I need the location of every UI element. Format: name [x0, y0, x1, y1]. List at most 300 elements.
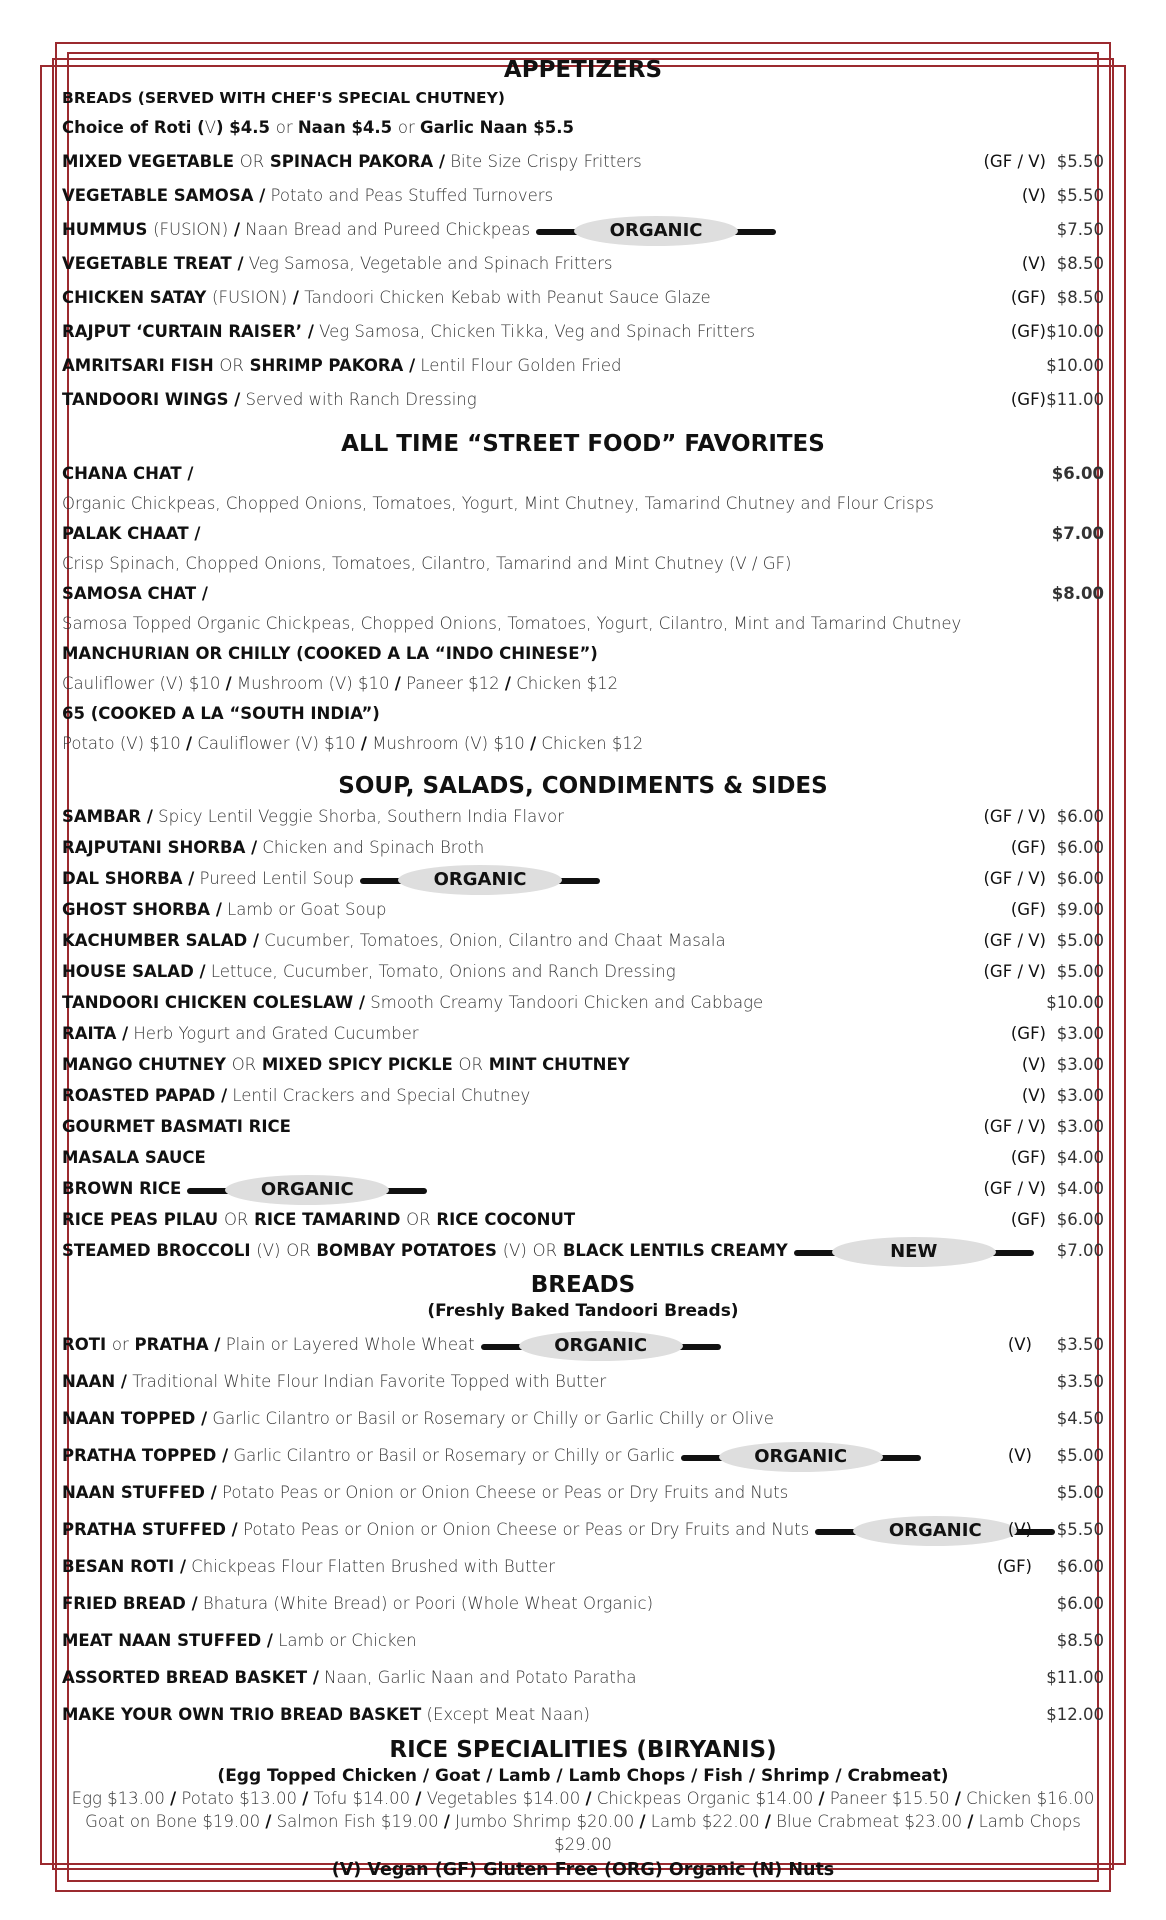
item-description: Lentil Crackers and Special Chutney	[232, 1086, 531, 1105]
word: /	[818, 1789, 825, 1808]
item-name	[62, 390, 240, 409]
price-text: $14.00	[522, 1789, 581, 1808]
word: Salmon	[276, 1812, 339, 1831]
roti-choice-line	[62, 111, 1104, 145]
word: /	[443, 1812, 450, 1831]
word: (FUSION)	[153, 220, 229, 239]
biryani-prices-line-2	[62, 1810, 1104, 1856]
appetizer-item	[62, 145, 1104, 179]
price-text: $12	[468, 674, 500, 693]
word: /	[253, 931, 260, 950]
word: SHORBA	[132, 900, 211, 919]
soup-item	[62, 832, 1104, 863]
badge-label: ORGANIC	[719, 1442, 883, 1472]
word: /	[259, 186, 266, 205]
soup-item	[62, 1080, 1104, 1111]
item-price: $8.00	[1051, 584, 1104, 603]
word: (V)	[159, 674, 184, 693]
item-price: $5.50	[1056, 186, 1104, 205]
appetizer-item	[62, 383, 1104, 417]
word: BESAN	[62, 1557, 125, 1576]
badge-organic	[481, 1331, 721, 1361]
badge-new	[794, 1237, 1034, 1267]
diet-tag: (V)	[1007, 1446, 1032, 1465]
item-price: $6.00	[1056, 1210, 1104, 1229]
word: YOUR	[121, 1705, 173, 1724]
word: MIXED	[62, 152, 123, 171]
item-description: Plain or Layered Whole Wheat	[225, 1335, 475, 1354]
soup-item	[62, 1142, 1104, 1173]
word: PRATHA	[62, 1446, 137, 1465]
item-description: Tandoori Chicken Kebab with Peanut Sauce Glaze	[304, 288, 711, 307]
diet-tag: (GF / V)	[983, 869, 1046, 888]
word: BREAD	[122, 1594, 186, 1613]
item-description: Naan, Garlic Naan and Potato Paratha	[324, 1668, 637, 1687]
item-description: Organic Chickpeas, Chopped Onions, Tomatoes, Yogurt, Mint Chutney, Tamarind Chutney and Flour Crisps	[62, 494, 934, 513]
badge-label: ORGANIC	[519, 1331, 683, 1361]
word: MIXED	[261, 1055, 323, 1074]
item-description: Smooth Creamy Tandoori Chicken and Cabbage	[370, 993, 764, 1012]
item-description: Potato Peas or Onion or Onion Cheese or Peas or Dry Fruits and Nuts	[222, 1483, 789, 1502]
word: ROTI	[130, 1557, 175, 1576]
word: /	[764, 1812, 771, 1831]
bread-item	[62, 1400, 1104, 1437]
roti-choice-text: Choice of Roti	[62, 118, 198, 137]
appetizers-list	[62, 145, 1104, 417]
word: /	[504, 674, 511, 693]
soup-item	[62, 863, 1104, 894]
word: BROCCOLI	[156, 1241, 251, 1260]
price-text: $14.00	[755, 1789, 814, 1808]
item-price: $3.50	[1056, 1372, 1104, 1391]
word: KACHUMBER	[62, 931, 180, 950]
item-price: $4.50	[1056, 1409, 1104, 1428]
price-text: $10	[188, 674, 221, 693]
word: RAITA	[62, 1024, 117, 1043]
word: ROTI	[62, 1335, 107, 1354]
word: SPINACH	[269, 152, 353, 171]
word: RAISER’	[228, 322, 303, 341]
price-text: $20.00	[576, 1812, 635, 1831]
word: GHOST	[62, 900, 127, 919]
price-text: $15.50	[891, 1789, 950, 1808]
word: Lamb	[650, 1812, 697, 1831]
biryani-prices-line-1	[62, 1787, 1104, 1810]
word: NAAN	[62, 1483, 116, 1502]
word: /	[191, 1594, 198, 1613]
word: /	[210, 1483, 217, 1502]
word: /	[199, 962, 206, 981]
item-name	[62, 807, 153, 826]
roti-choice-text: or	[275, 118, 298, 137]
price-text: $23.00	[904, 1812, 963, 1831]
word: NAAN	[62, 1372, 116, 1391]
item-name	[62, 1594, 198, 1613]
item-name	[62, 1241, 788, 1260]
badge-label: ORGANIC	[574, 216, 738, 246]
item-price: $3.00	[1056, 1086, 1104, 1105]
price-text: $14.00	[352, 1789, 411, 1808]
item-price: $6.00	[1056, 807, 1104, 826]
diet-tag: (V)	[1021, 254, 1046, 273]
word: BROWN	[62, 1179, 134, 1198]
word: Chicken	[516, 674, 582, 693]
word: /	[359, 993, 366, 1012]
price-text: $19.00	[202, 1812, 261, 1831]
word: (V)	[256, 1241, 281, 1260]
appetizer-item	[62, 315, 1104, 349]
street-food-item	[62, 579, 1104, 609]
price-text: $22.00	[701, 1812, 760, 1831]
price-text: $12	[611, 734, 644, 753]
word: /	[179, 1557, 186, 1576]
manchurian-options	[62, 669, 1104, 699]
diet-tag: (GF / V)	[983, 1179, 1046, 1198]
word: SAMBAR	[62, 807, 142, 826]
word: /	[188, 869, 195, 888]
word: Shrimp	[512, 1812, 572, 1831]
item-name	[62, 931, 259, 950]
word: /	[233, 220, 240, 239]
word: RAJPUT	[62, 322, 131, 341]
word: /	[639, 1812, 646, 1831]
word: WINGS	[164, 390, 229, 409]
price-text: $10	[358, 674, 390, 693]
item-price: $6.00	[1056, 869, 1104, 888]
word: DAL	[62, 869, 99, 888]
soup-item	[62, 894, 1104, 925]
item-name	[62, 962, 206, 981]
word: /	[225, 674, 232, 693]
item-price: $3.00	[1056, 1024, 1104, 1043]
word: SALAD	[132, 962, 194, 981]
diet-tag: (GF)	[1010, 390, 1046, 409]
word: /	[409, 356, 416, 375]
item-description: Traditional White Flour Indian Favorite Topped with Butter	[132, 1372, 607, 1391]
word: on	[129, 1812, 151, 1831]
word: CHUTNEY	[138, 1055, 226, 1074]
or-text: OR	[458, 1055, 483, 1074]
word: Chicken	[966, 1789, 1032, 1808]
word: RICE	[436, 1210, 479, 1229]
word: /	[214, 1335, 221, 1354]
word: /	[438, 152, 445, 171]
word: /	[234, 390, 241, 409]
word: Potato	[181, 1789, 235, 1808]
item-description: Garlic Cilantro or Basil or Rosemary or Chilly or Garlic	[233, 1446, 675, 1465]
item-price: $11.00	[1046, 390, 1104, 409]
word: /	[215, 900, 222, 919]
word: STUFFED	[177, 1631, 262, 1650]
item-name: CHANA CHAT /	[62, 464, 194, 483]
word: /	[415, 1789, 422, 1808]
bread-item	[62, 1659, 1104, 1696]
item-price: $8.50	[1056, 254, 1104, 273]
word: /	[954, 1789, 961, 1808]
item-price: $12.00	[1046, 1705, 1104, 1724]
soup-item	[62, 1018, 1104, 1049]
street-food-item	[62, 519, 1104, 549]
street-food-title: ALL TIME “STREET FOOD” FAVORITES	[341, 431, 825, 457]
word: /	[201, 1409, 208, 1428]
item-description: Naan Bread and Pureed Chickpeas	[245, 220, 531, 239]
diet-tag: (GF / V)	[983, 1117, 1046, 1136]
item-name	[62, 1055, 630, 1074]
word: Chicken	[541, 734, 607, 753]
diet-tag: (V)	[1007, 1520, 1032, 1539]
word: SHORBA	[104, 869, 183, 888]
price-text: $10	[493, 734, 525, 753]
diet-tag: (GF)	[1010, 900, 1046, 919]
item-price: $5.00	[1056, 1446, 1104, 1465]
biryani-title: RICE SPECIALITIES (BIRYANIS)	[389, 1737, 777, 1763]
word: (V)	[119, 734, 145, 753]
diet-tag: (GF)	[1010, 1148, 1046, 1167]
item-description: Herb Yogurt and Grated Cucumber	[133, 1024, 419, 1043]
word: SHORBA	[167, 838, 246, 857]
diet-tag: (GF / V)	[983, 931, 1046, 950]
word: Fish	[343, 1812, 376, 1831]
word: POTATOES	[400, 1241, 497, 1260]
roti-choice-text: Naan $4.5	[297, 118, 398, 137]
soup-item	[62, 925, 1104, 956]
item-price: $10.00	[1046, 356, 1104, 375]
word: /	[307, 322, 314, 341]
item-description: Veg Samosa, Chicken Tikka, Veg and Spinach Fritters	[319, 322, 755, 341]
word: CHICKEN	[164, 993, 247, 1012]
price-text: $19.00	[380, 1812, 439, 1831]
item-name	[62, 838, 257, 857]
word: Mushroom	[372, 734, 459, 753]
item-description: Lamb or Chicken	[278, 1631, 417, 1650]
word: Blue	[776, 1812, 813, 1831]
word: /	[266, 1631, 273, 1650]
word: BASKET	[234, 1668, 308, 1687]
item-price: $10.00	[1046, 993, 1104, 1012]
or-text: OR	[532, 1241, 558, 1260]
badge-organic	[536, 216, 776, 246]
bread-item	[62, 1585, 1104, 1622]
word: CHICKEN	[62, 288, 145, 307]
word: Bone	[155, 1812, 198, 1831]
word: CREAMY	[710, 1241, 788, 1260]
item-price: $3.00	[1056, 1055, 1104, 1074]
word: (V)	[502, 1241, 527, 1260]
item-name	[62, 1024, 128, 1043]
item-name	[62, 1372, 127, 1391]
item-name	[62, 1668, 319, 1687]
word: PAPAD	[154, 1086, 216, 1105]
word: FRIED	[62, 1594, 118, 1613]
word: STUFFED	[120, 1483, 205, 1502]
badge-organic	[681, 1442, 921, 1472]
breads-list	[62, 1326, 1104, 1733]
word: Chops	[1029, 1812, 1081, 1831]
item-description: Lamb or Goat Soup	[227, 900, 387, 919]
item-name	[62, 322, 314, 341]
item-name	[62, 1705, 421, 1724]
item-price: $9.00	[1056, 900, 1104, 919]
word: PEAS	[109, 1210, 159, 1229]
item-name	[62, 186, 265, 205]
word: Vegetables	[426, 1789, 518, 1808]
diet-tag: (V)	[1021, 186, 1046, 205]
word: (FUSION)	[212, 288, 288, 307]
item-description: Pureed Lentil Soup	[199, 869, 355, 888]
word: Paneer	[406, 674, 463, 693]
word: NAAN	[118, 1631, 172, 1650]
price-text: $10	[324, 734, 356, 753]
item-name	[62, 900, 222, 919]
word: RICE	[139, 1179, 182, 1198]
word: Crabmeat	[817, 1812, 900, 1831]
word: Cauliflower	[197, 734, 290, 753]
item-name	[62, 1117, 291, 1136]
badge-label: ORGANIC	[225, 1175, 389, 1205]
item-price: $7.50	[1056, 220, 1104, 239]
word: TANDOORI	[62, 993, 160, 1012]
word: (V)	[328, 674, 353, 693]
diet-tag: (V)	[1021, 1055, 1046, 1074]
word: VEGETABLE	[62, 254, 168, 273]
item-description: Served with Ranch Dressing	[245, 390, 477, 409]
word: MEAT	[62, 1631, 113, 1650]
item-name	[62, 993, 365, 1012]
item-description: Potato Peas or Onion or Onion Cheese or Peas or Dry Fruits and Nuts	[242, 1520, 810, 1539]
diet-tag: (V)	[1021, 1086, 1046, 1105]
word: /	[122, 1024, 129, 1043]
word: BOMBAY	[316, 1241, 396, 1260]
word: /	[312, 1668, 319, 1687]
word: SALAD	[185, 931, 248, 950]
item-price: $5.00	[1056, 962, 1104, 981]
item-name: PALAK CHAAT /	[62, 524, 201, 543]
word: STUFFED	[141, 1520, 226, 1539]
item-name	[62, 1520, 238, 1539]
word: VEGETABLE	[128, 152, 234, 171]
word: /	[585, 1789, 592, 1808]
soup-item	[62, 1049, 1104, 1080]
appetizer-item	[62, 281, 1104, 315]
diet-tag: (GF / V)	[983, 807, 1046, 826]
word: PICKLE	[387, 1055, 453, 1074]
roti-choice-text: Garlic Naan $5.5	[420, 118, 574, 137]
soup-item	[62, 1204, 1104, 1235]
diet-tag: (GF / V)	[983, 152, 1046, 171]
soup-item	[62, 1111, 1104, 1142]
bread-item	[62, 1622, 1104, 1659]
item-price: $7.00	[1051, 524, 1104, 543]
roti-choice-text: or	[397, 118, 421, 137]
word: NAAN	[62, 1409, 116, 1428]
item-name	[62, 220, 240, 239]
item-price: $6.00	[1051, 464, 1104, 483]
word: COCONUT	[484, 1210, 576, 1229]
item-price: $6.00	[1056, 1557, 1104, 1576]
word: Potato	[62, 734, 115, 753]
badge-label: ORGANIC	[853, 1516, 1017, 1546]
word: TRIO	[230, 1705, 275, 1724]
word: Egg	[71, 1789, 102, 1808]
soup-list	[62, 801, 1104, 1266]
word: /	[186, 734, 193, 753]
soup-item	[62, 1235, 1104, 1266]
item-price: $5.50	[1056, 1520, 1104, 1539]
word: Chickpeas	[596, 1789, 682, 1808]
menu-content	[62, 55, 1104, 1884]
item-description: Bhatura (White Bread) or Poori (Whole Wheat Organic)	[202, 1594, 654, 1613]
appetizers-title: APPETIZERS	[503, 57, 663, 83]
appetizer-item	[62, 213, 1104, 247]
word: /	[292, 288, 299, 307]
price-text: $13.00	[239, 1789, 298, 1808]
word: OWN	[178, 1705, 225, 1724]
item-name	[62, 1557, 186, 1576]
word: PRATHA	[134, 1335, 209, 1354]
word: /	[231, 1520, 238, 1539]
word: BREAD	[279, 1705, 343, 1724]
word: LENTILS	[629, 1241, 705, 1260]
manchurian-title: MANCHURIAN OR CHILLY (COOKED A LA “INDO CHINESE”)	[62, 644, 598, 663]
word: /	[170, 1789, 177, 1808]
word: MANGO	[62, 1055, 133, 1074]
roti-choice-text: (	[197, 118, 205, 137]
word: BASKET	[348, 1705, 422, 1724]
soup-item	[62, 801, 1104, 832]
word: COLESLAW	[252, 993, 354, 1012]
appetizer-item	[62, 179, 1104, 213]
biryani-subtitle: (Egg Topped Chicken / Goat / Lamb / Lamb Chops / Fish / Shrimp / Crabmeat)	[217, 1766, 949, 1786]
breads-title: BREADS	[530, 1272, 636, 1298]
item-description: Crisp Spinach, Chopped Onions, Tomatoes, Cilantro, Tamarind and Mint Chutney (V / GF)	[62, 554, 792, 573]
word: (V)	[463, 734, 489, 753]
street-food-item	[62, 459, 1104, 489]
word: /	[237, 254, 244, 273]
word: BREAD	[165, 1668, 229, 1687]
diet-tag: (GF / V)	[983, 962, 1046, 981]
item-price: $10.00	[1046, 322, 1104, 341]
or-text: OR	[286, 1241, 311, 1260]
diet-tag: (GF)	[996, 1557, 1032, 1576]
word: Jumbo	[455, 1812, 508, 1831]
item-name	[62, 1335, 220, 1354]
item-name	[62, 869, 194, 888]
word: PAKORA	[328, 356, 404, 375]
item-price: $5.00	[1056, 931, 1104, 950]
item-name	[62, 1446, 228, 1465]
item-price: $4.00	[1056, 1148, 1104, 1167]
item-name	[62, 1409, 207, 1428]
item-description: Chickpeas Flour Flatten Brushed with Butter	[191, 1557, 555, 1576]
word: MINT	[488, 1055, 537, 1074]
or-text: OR	[406, 1210, 431, 1229]
bread-item	[62, 1696, 1104, 1733]
bread-item	[62, 1511, 1104, 1548]
street-food-list	[62, 459, 1104, 639]
item-name	[62, 152, 445, 171]
bread-item	[62, 1474, 1104, 1511]
word: /	[302, 1789, 309, 1808]
roti-choice-text: ) $4.5	[216, 118, 276, 137]
diet-tag: (GF)	[1010, 1024, 1046, 1043]
word: RICE	[62, 1210, 105, 1229]
item-name	[62, 356, 415, 375]
word: /	[222, 1446, 229, 1465]
bread-item	[62, 1437, 1104, 1474]
diet-tag: (GF)	[1010, 288, 1046, 307]
word: /	[251, 838, 258, 857]
item-name	[62, 1210, 575, 1229]
